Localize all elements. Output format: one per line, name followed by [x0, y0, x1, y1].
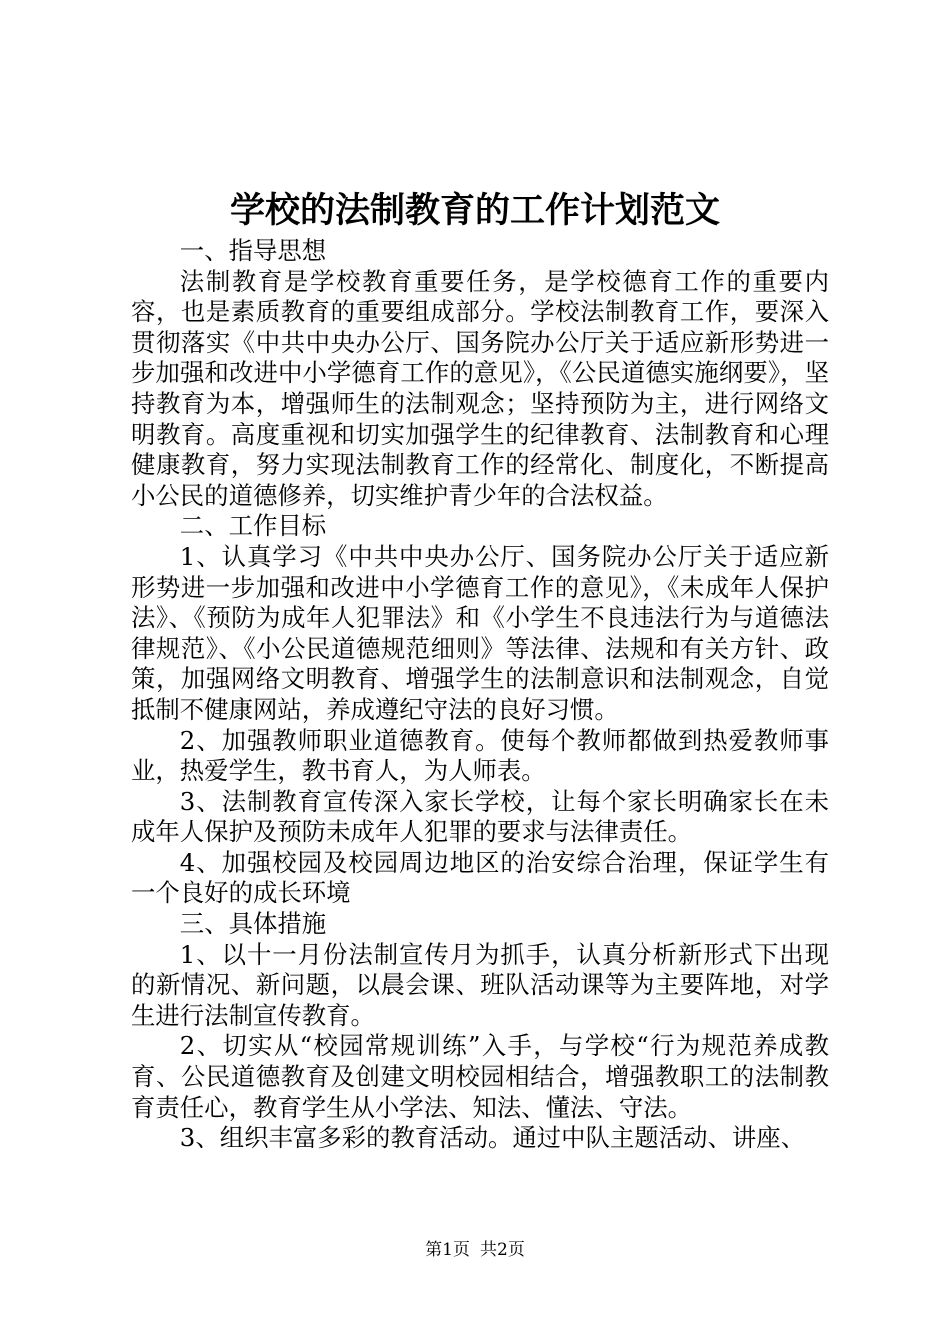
page-number-current: 第1页 [425, 1240, 470, 1260]
body-paragraph: 2、切实从“校园常规训练”入手，与学校“行为规范养成教育、公民道德教育及创建文明校园相结合，增强教职工的法制教育责任心，教育学生从小学法、知法、懂法、守法。 [131, 1031, 829, 1122]
body-paragraph: 3、组织丰富多彩的教育活动。通过中队主题活动、讲座、 [179, 1123, 806, 1153]
body-paragraph: 1、以十一月份法制宣传月为抓手，认真分析新形式下出现的新情况、新问题，以晨会课、班队活动课等为主要阵地，对学生进行法制宣传教育。 [131, 939, 829, 1030]
page-number-total: 共2页 [480, 1240, 525, 1260]
page-footer [0, 1236, 950, 1264]
body-paragraph: 1、认真学习《中共中央办公厅、国务院办公厅关于适应新形势进一步加强和改进中小学德育工作的意见》，《未成年人保护法》、《预防为成年人犯罪法》和《小学生不良违法行为与道德法律规范》、《小公民道德规范细则》等法律、法规和有关方针、政策，加强网络文明教育、增强学生的法制意识和法制观念，自觉抵制不健康网站，养成遵纪守法的良好习惯。 [131, 541, 829, 724]
body-paragraph: 2、加强教师职业道德教育。使每个教师都做到热爱教师事业，热爱学生，教书育人，为人师表。 [131, 725, 829, 786]
body-paragraph: 4、加强校园及校园周边地区的治安综合治理，保证学生有一个良好的成长环境 [131, 847, 829, 908]
section-heading: 三、具体措施 [179, 909, 327, 939]
section-heading: 一、指导思想 [179, 236, 327, 265]
body-paragraph: 法制教育是学校教育重要任务，是学校德育工作的重要内容，也是素质教育的重要组成部分。学校法制教育工作，要深入贯彻落实《中共中央办公厅、国务院办公厅关于适应新形势进一步加强和改进中小学德育工作的意见》，《公民道德实施纲要》，坚持教育为本，增强师生的法制观念；坚持预防为主，进行网络文明教育。高度重视和切实加强学生的纪律教育、法制教育和心理健康教育，努力实现法制教育工作的经常化、制度化，不断提高小公民的道德修养，切实维护青少年的合法权益。 [131, 266, 829, 510]
body-paragraph: 3、法制教育宣传深入家长学校，让每个家长明确家长在未成年人保护及预防未成年人犯罪的要求与法律责任。 [131, 786, 829, 847]
section-heading: 二、工作目标 [179, 511, 327, 541]
document-body [131, 236, 829, 1154]
document-title: 学校的法制教育的工作计划范文 [229, 190, 720, 231]
